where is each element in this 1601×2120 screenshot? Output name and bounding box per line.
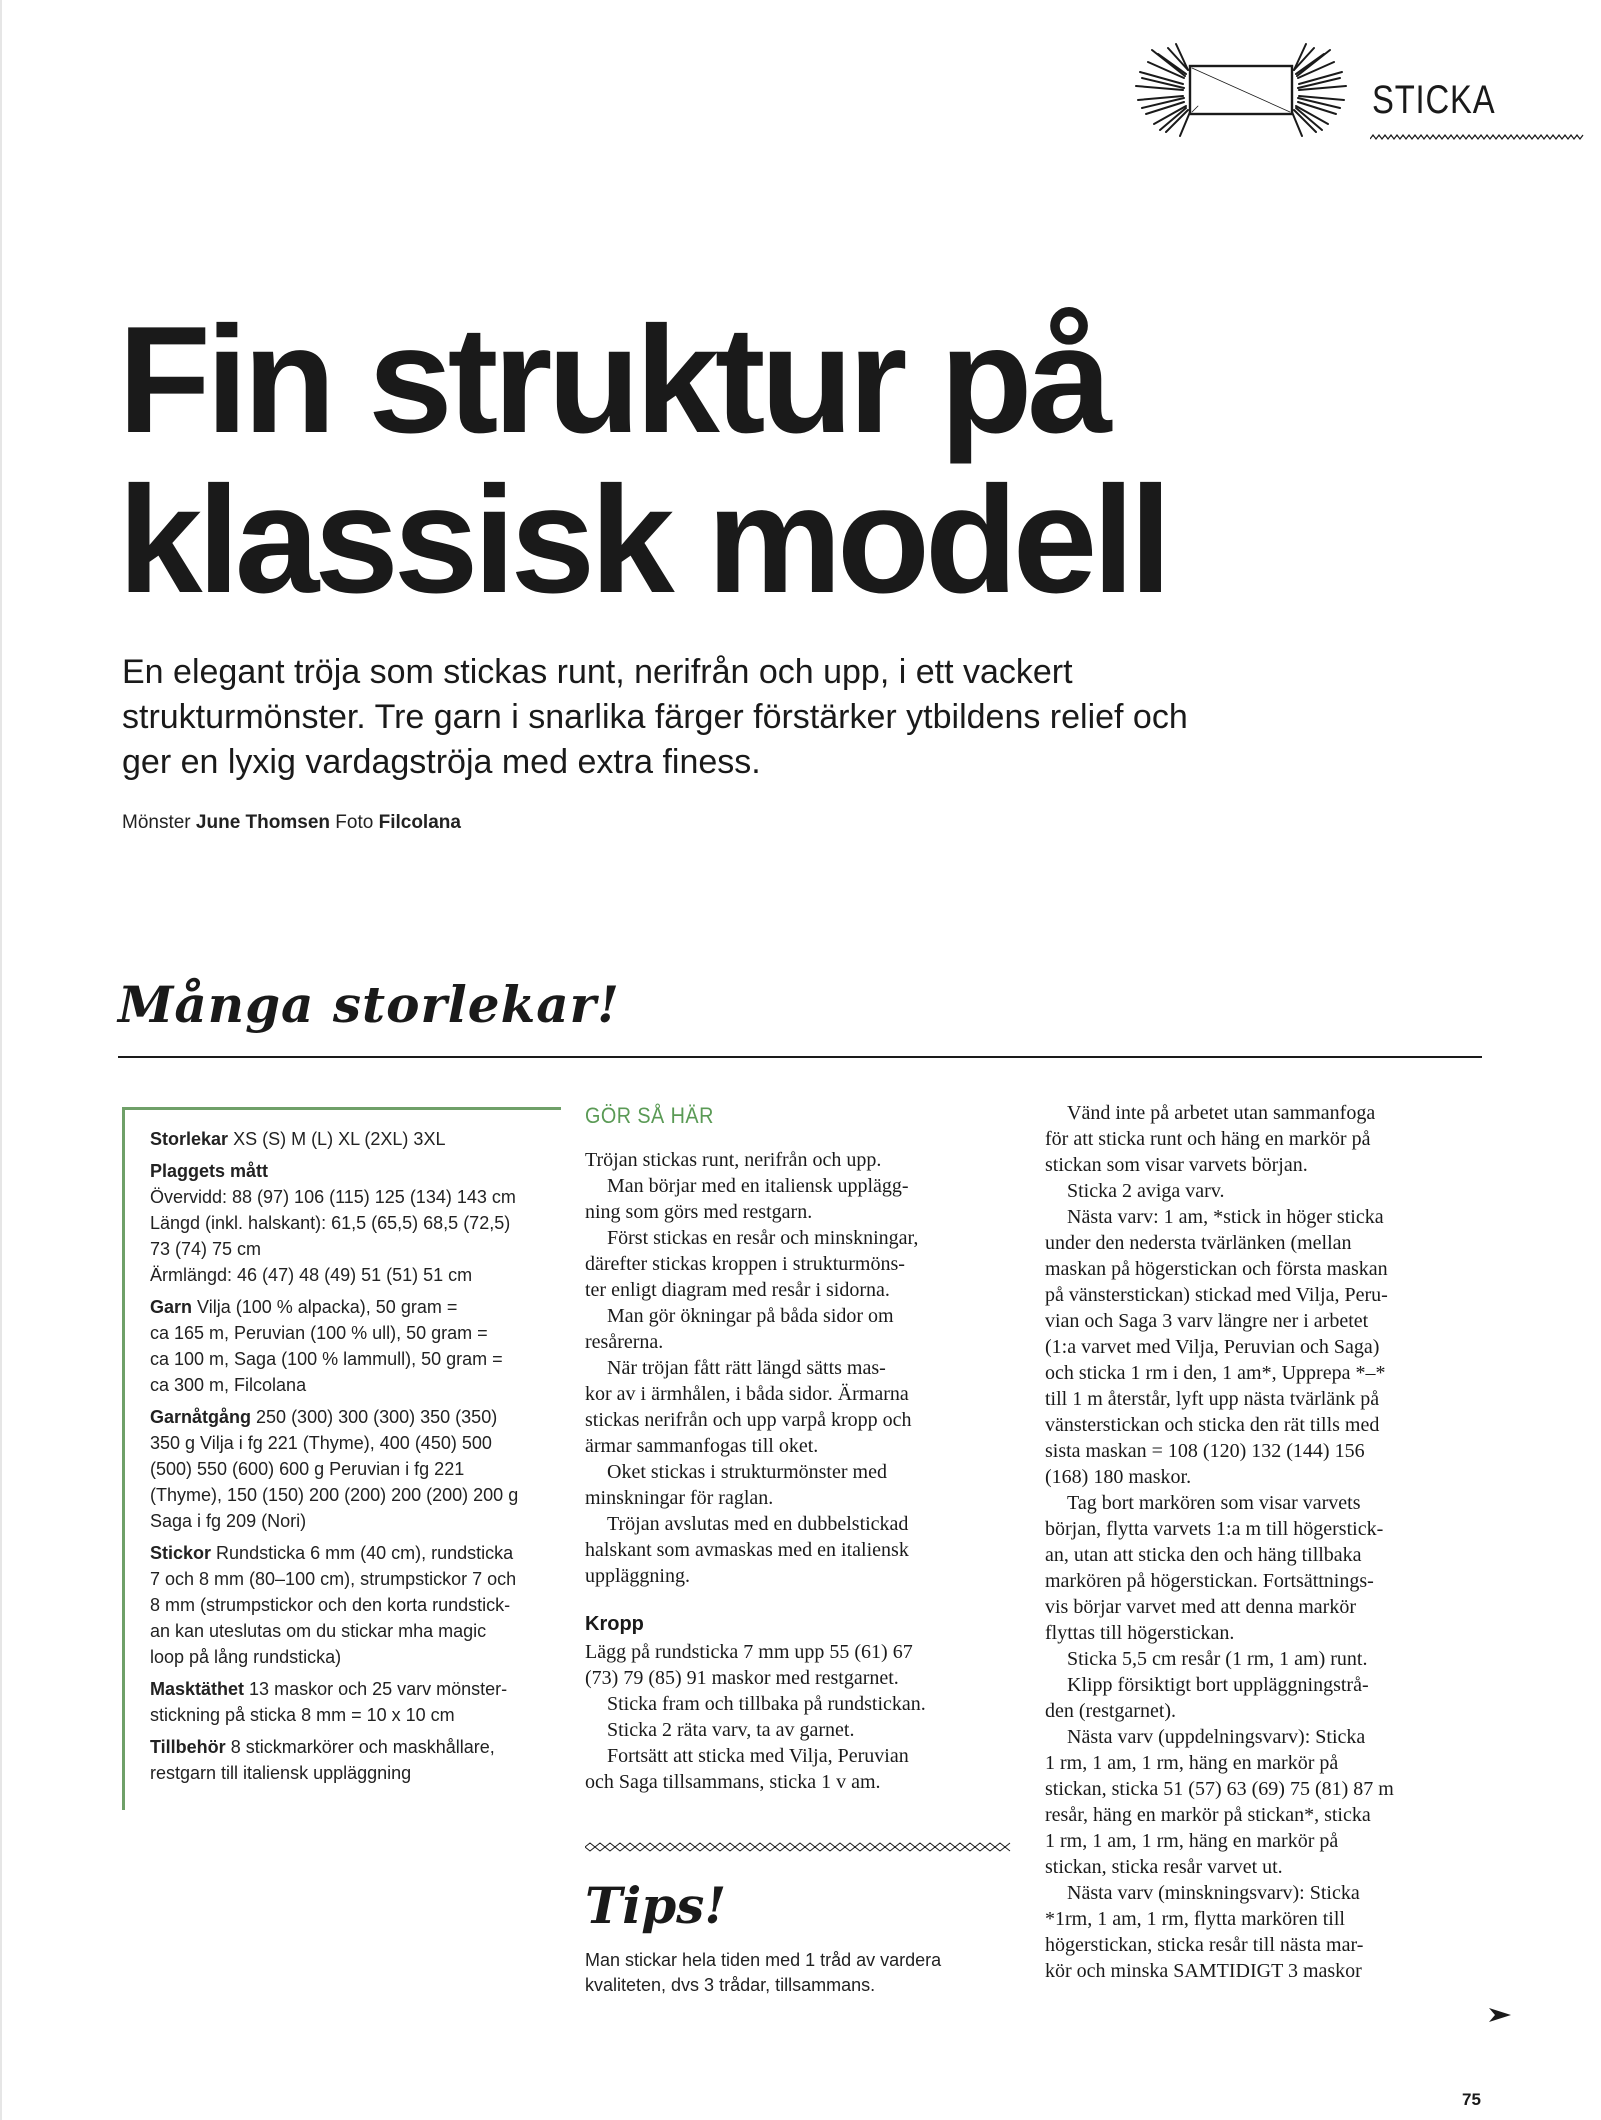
text-line: an, utan att sticka den och häng tillbaka xyxy=(1045,1544,1362,1566)
credits xyxy=(122,812,461,834)
text-line: Nästa varv (minskningsvarv): Sticka xyxy=(1067,1882,1360,1904)
fact-value: XS (S) M (L) XL (2XL) 3XL xyxy=(233,1129,446,1149)
sizes-heading: Många storlekar! xyxy=(118,975,620,1034)
text-line: stickan som visar varvets början. xyxy=(1045,1154,1308,1176)
fact-line: Vilja (100 % alpacka), 50 gram = xyxy=(197,1297,458,1317)
section-label: STICKA xyxy=(1372,78,1496,122)
text-line: stickas nerifrån och upp varpå kropp och xyxy=(585,1409,912,1431)
text-line: När tröjan fått rätt längd sätts mas- xyxy=(607,1357,886,1379)
pattern-label: Mönster xyxy=(122,812,191,833)
text-line: ning som görs med restgarn. xyxy=(585,1201,813,1223)
fact-gauge xyxy=(150,1676,570,1728)
pattern-facts-box xyxy=(122,1107,561,1810)
text-line: (1:a varvet med Vilja, Peruvian och Saga) xyxy=(1045,1336,1380,1358)
text-line: flyttas till högerstickan. xyxy=(1045,1622,1235,1644)
text-line: Man börjar med en italiensk upplägg- xyxy=(607,1175,909,1197)
fact-notions xyxy=(150,1734,570,1786)
fact-label: Plaggets mått xyxy=(150,1161,269,1181)
text-line: Nästa varv (uppdelningsvarv): Sticka xyxy=(1067,1726,1366,1748)
text-line: Klipp försiktigt bort uppläggningstrå- xyxy=(1067,1674,1369,1696)
instructions-column-1 xyxy=(585,1103,1015,1795)
text-line: vänsterstickan och sticka den rät tills med xyxy=(1045,1414,1380,1436)
fact-sizes xyxy=(150,1126,570,1152)
text-line: 1 rm, 1 am, 1 rm, häng en markör på xyxy=(1045,1830,1339,1852)
text-line: därefter stickas kroppen i strukturmöns- xyxy=(585,1253,905,1275)
fact-label: Storlekar xyxy=(150,1129,229,1149)
pattern-facts xyxy=(150,1126,570,1792)
instructions-column-2 xyxy=(1045,1100,1485,1984)
fact-line: ca 300 m, Filcolana xyxy=(150,1375,307,1395)
text-line: under den nedersta tvärlänken (mellan xyxy=(1045,1232,1352,1254)
text-line: stickan, sticka resår varvet ut. xyxy=(1045,1856,1283,1878)
fact-needles xyxy=(150,1540,570,1670)
fact-line: 7 och 8 mm (80–100 cm), strumpstickor 7 och xyxy=(150,1569,517,1589)
lead-line: strukturmönster. Tre garn i snarlika färger förstärker ytbildens relief och xyxy=(122,698,1188,736)
text-line: Tröjan stickas runt, nerifrån och upp. xyxy=(585,1149,882,1171)
tips-heading: Tips! xyxy=(585,1876,727,1935)
text-line: Tag bort markören som visar varvets xyxy=(1067,1492,1361,1514)
fact-line: ca 100 m, Saga (100 % lammull), 50 gram = xyxy=(150,1349,503,1369)
text-line: Lägg på rundsticka 7 mm upp 55 (61) 67 xyxy=(585,1641,913,1663)
photo-label: Foto xyxy=(335,812,374,833)
fact-line: restgarn till italiensk uppläggning xyxy=(150,1763,412,1783)
page-number: 75 xyxy=(1462,2090,1481,2109)
text-line: Tröjan avslutas med en dubbelstickad xyxy=(607,1513,909,1535)
text-line: Fortsätt att sticka med Vilja, Peruvian xyxy=(607,1745,909,1767)
text-line: vian och Saga 3 varv längre ner i arbetet xyxy=(1045,1310,1369,1332)
text-line: ter enligt diagram med resår i sidorna. xyxy=(585,1279,890,1301)
tips-text xyxy=(585,1948,1015,1998)
fact-line: 13 maskor och 25 varv mönster- xyxy=(249,1679,508,1699)
tips-line: Man stickar hela tiden med 1 tråd av vardera xyxy=(585,1950,942,1970)
fact-yarn xyxy=(150,1294,570,1398)
text-line: högerstickan, sticka resår till nästa mar- xyxy=(1045,1934,1364,1956)
text-line: början, flytta varvets 1:a m till högerstick- xyxy=(1045,1518,1384,1540)
text-line: kor av i ärmhålen, i båda sidor. Ärmarna xyxy=(585,1383,909,1405)
article-title xyxy=(118,295,1418,625)
fact-line: (Thyme), 150 (150) 200 (200) 200 (200) 200 g xyxy=(150,1485,519,1505)
text-line: ärmar sammanfogas till oket. xyxy=(585,1435,819,1457)
fact-line: stickning på sticka 8 mm = 10 x 10 cm xyxy=(150,1705,455,1725)
page-edge xyxy=(0,0,2,2120)
text-line: Sticka fram och tillbaka på rundstickan. xyxy=(607,1693,926,1715)
fact-line: 8 stickmarkörer och maskhållare, xyxy=(230,1737,495,1757)
text-line: Sticka 2 räta varv, ta av garnet. xyxy=(607,1719,855,1741)
fact-line: Rundsticka 6 mm (40 cm), rundsticka xyxy=(216,1543,514,1563)
fact-measures xyxy=(150,1158,570,1288)
photo-author: Filcolana xyxy=(378,812,461,833)
text-line: till 1 m återstår, lyft upp nästa tvärlänk på xyxy=(1045,1388,1380,1410)
title-line: klassisk modell xyxy=(118,455,1167,625)
text-line: kör och minska SAMTIDIGT 3 maskor xyxy=(1045,1960,1362,1982)
fact-line: 250 (300) 300 (300) 350 (350) xyxy=(256,1407,498,1427)
continue-arrow-icon xyxy=(1488,2006,1512,2024)
text-line: Oket stickas i strukturmönster med xyxy=(607,1461,887,1483)
fact-line: 350 g Vilja i fg 221 (Thyme), 400 (450) 500 xyxy=(150,1433,492,1453)
text-line: Nästa varv: 1 am, *stick in höger sticka xyxy=(1067,1206,1384,1228)
text-line: 1 rm, 1 am, 1 rm, häng en markör på xyxy=(1045,1752,1339,1774)
text-line: Först stickas en resår och minskningar, xyxy=(607,1227,919,1249)
text-line: på vänsterstickan) stickad med Vilja, Peru- xyxy=(1045,1284,1388,1306)
text-line: och Saga tillsammans, sticka 1 v am. xyxy=(585,1771,881,1793)
fact-label: Garn xyxy=(150,1297,193,1317)
text-line: Man gör ökningar på båda sidor om xyxy=(607,1305,894,1327)
fact-line: ca 165 m, Peruvian (100 % ull), 50 gram = xyxy=(150,1323,488,1343)
text-line: stickan, sticka 51 (57) 63 (69) 75 (81) 87 m xyxy=(1045,1778,1394,1800)
text-line: maskan på högerstickan och första maskan xyxy=(1045,1258,1388,1280)
text-line: den (restgarnet). xyxy=(1045,1700,1177,1722)
lead-paragraph xyxy=(122,650,1322,785)
pattern-author: June Thomsen xyxy=(195,812,330,833)
text-line: sista maskan = 108 (120) 132 (144) 156 xyxy=(1045,1440,1365,1462)
fact-consumption xyxy=(150,1404,570,1534)
lead-line: En elegant tröja som stickas runt, nerifrån och upp, i ett vackert xyxy=(122,653,1073,691)
text-line: Sticka 5,5 cm resår (1 rm, 1 am) runt. xyxy=(1067,1648,1368,1670)
text-line: (168) 180 maskor. xyxy=(1045,1466,1192,1488)
text-line: minskningar för raglan. xyxy=(585,1487,774,1509)
fact-line: (500) 550 (600) 600 g Peruvian i fg 221 xyxy=(150,1459,465,1479)
text-line: Sticka 2 aviga varv. xyxy=(1067,1180,1225,1202)
text-line: resårerna. xyxy=(585,1331,664,1353)
fact-line: Övervidd: 88 (97) 106 (115) 125 (134) 143 cm xyxy=(150,1187,516,1207)
text-line: vis börjar varvet med att denna markör xyxy=(1045,1596,1356,1618)
tips-line: kvaliteten, dvs 3 trådar, tillsammans. xyxy=(585,1975,876,1995)
fact-line: Saga i fg 209 (Nori) xyxy=(150,1511,307,1531)
fact-line: Ärmlängd: 46 (47) 48 (49) 51 (51) 51 cm xyxy=(150,1265,473,1285)
text-line: (73) 79 (85) 91 maskor med restgarnet. xyxy=(585,1667,899,1689)
text-line: markören på högerstickan. Fortsättnings- xyxy=(1045,1570,1374,1592)
text-line: resår, häng en markör på stickan*, sticka xyxy=(1045,1804,1371,1826)
fact-line: 8 mm (strumpstickor och den korta rundstick- xyxy=(150,1595,511,1615)
title-line: Fin struktur på xyxy=(118,295,1108,465)
fact-line: loop på lång rundsticka) xyxy=(150,1647,342,1667)
yarn-skein-icon xyxy=(1128,40,1354,140)
section-divider xyxy=(118,1056,1482,1058)
text-line: och sticka 1 rm i den, 1 am*, Upprepa *–* xyxy=(1045,1362,1386,1384)
text-line: Vänd inte på arbetet utan sammanfoga xyxy=(1067,1102,1376,1124)
fact-label: Tillbehör xyxy=(150,1737,226,1757)
fact-line: an kan uteslutas om du stickar mha magic xyxy=(150,1621,487,1641)
zigzag-divider xyxy=(1370,134,1584,140)
text-line: *1rm, 1 am, 1 rm, flytta markören till xyxy=(1045,1908,1345,1930)
text-line: uppläggning. xyxy=(585,1565,690,1587)
instructions-heading: GÖR SÅ HÄR xyxy=(585,1103,714,1128)
text-line: halskant som avmaskas med en italiensk xyxy=(585,1539,909,1561)
diamond-divider xyxy=(585,1842,1011,1852)
body-section-heading: Kropp xyxy=(585,1613,644,1635)
lead-line: ger en lyxig vardagströja med extra finess. xyxy=(122,743,761,781)
fact-line: 73 (74) 75 cm xyxy=(150,1239,262,1259)
fact-label: Masktäthet xyxy=(150,1679,245,1699)
text-line: för att sticka runt och häng en markör på xyxy=(1045,1128,1371,1150)
fact-label: Stickor xyxy=(150,1543,212,1563)
fact-label: Garnåtgång xyxy=(150,1407,252,1427)
fact-line: Längd (inkl. halskant): 61,5 (65,5) 68,5 (72,5) xyxy=(150,1213,511,1233)
